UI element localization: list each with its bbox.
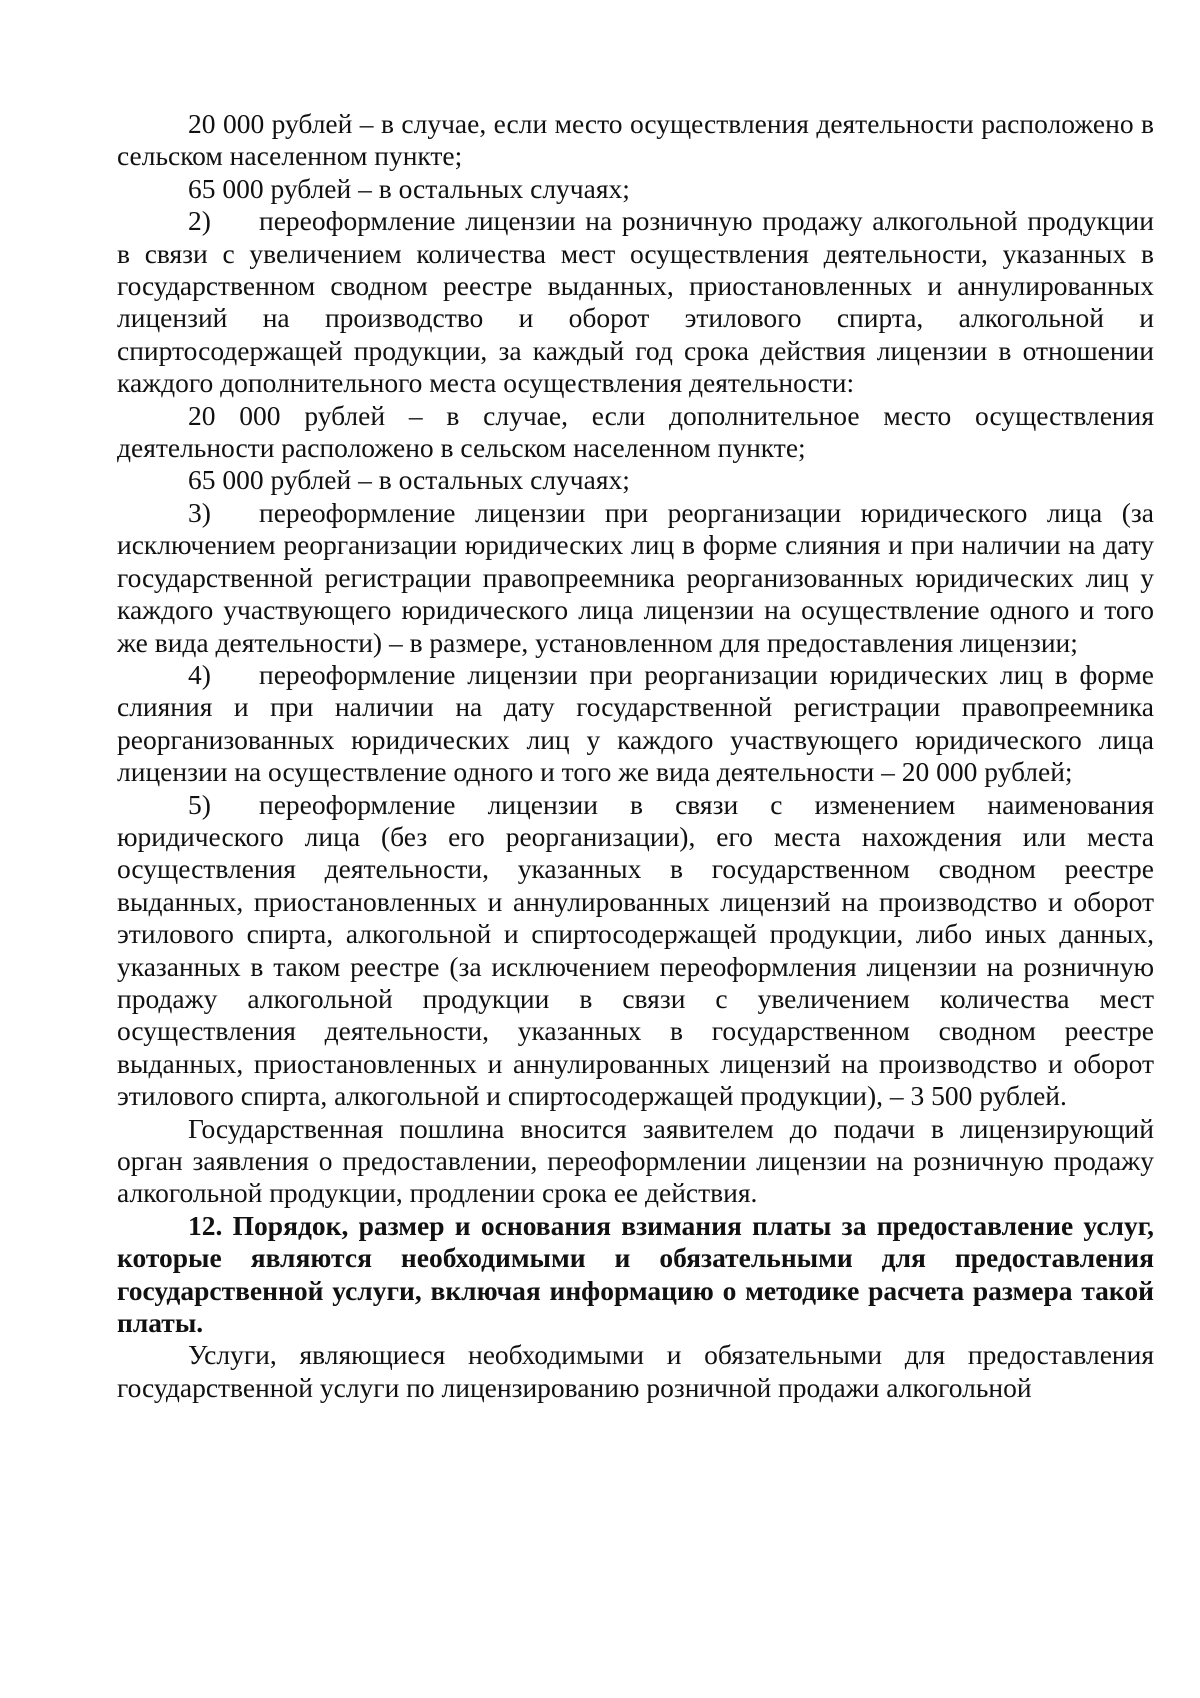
- paragraph-text: Услуги, являющиеся необходимыми и обязательными для предоставления государственной услуги по лицензированию розничной продажи алкогольной: [117, 1339, 1154, 1403]
- section-heading: 12. Порядок, размер и основания взимания платы за предоставление услуг, которые являются необходимыми и обязательными для предоставления государственной услуги, включая информацию о методике расчета размера такой платы.: [117, 1209, 1154, 1339]
- paragraph: [117, 1339, 1154, 1404]
- paragraph-text: 20 000 рублей – в случае, если дополнительное место осуществления деятельности расположено в сельском населенном пункте;: [117, 399, 1154, 464]
- list-item-number: 5): [188, 788, 211, 820]
- paragraph-text: переоформление лицензии на розничную продажу алкогольной продукции в связи с увеличением количества мест осуществления деятельности, указанных в государственном сводном реестре выданных, приостановленных и аннулированных лицензий на производство и оборот этилового спирта, алкогольной и спиртосодержащей продукции, за каждый год срока действия лицензии в отношении каждого дополнительного места осуществления деятельности:: [117, 205, 1154, 399]
- paragraph-text: 65 000 рублей – в остальных случаях;: [188, 464, 630, 496]
- paragraph-text: Государственная пошлина вносится заявителем до подачи в лицензирующий орган заявления о предоставлении, переоформлении лицензии на розничную продажу алкогольной продукции, продлении срока ее действия.: [117, 1112, 1154, 1209]
- list-item-number: 2): [188, 205, 211, 237]
- paragraph: [117, 400, 1154, 465]
- paragraph: [117, 464, 1154, 496]
- paragraph-text: 20 000 рублей – в случае, если место осуществления деятельности расположено в сельском населенном пункте;: [117, 108, 1154, 172]
- paragraph: [117, 108, 1154, 173]
- paragraph-text: 65 000 рублей – в остальных случаях;: [188, 172, 630, 204]
- document-page: [117, 108, 1154, 1404]
- list-item-number: 4): [188, 658, 211, 690]
- list-item: [117, 659, 1154, 789]
- paragraph-text: переоформление лицензии при реорганизации юридического лица (за исключением реорганизации юридических лиц в форме слияния и при наличии на дату государственной регистрации правопреемника реорганизованных юридических лиц у каждого участвующего юридического лица лицензии на осуществление одного и того же вида деятельности) – в размере, установленном для предоставления лицензии;: [117, 496, 1154, 658]
- list-item: [117, 497, 1154, 659]
- list-item-number: 3): [188, 496, 211, 528]
- list-item: [117, 789, 1154, 1113]
- paragraph: [117, 1113, 1154, 1210]
- list-item: [117, 205, 1154, 399]
- paragraph-text: переоформление лицензии в связи с изменением наименования юридического лица (без его реорганизации), его места нахождения или места осуществления деятельности, указанных в государственном сводном реестре выданных, приостановленных и аннулированных лицензий на производство и оборот этилового спирта, алкогольной и спиртосодержащей продукции, либо иных данных, указанных в таком реестре (за исключением переоформления лицензии на розничную продажу алкогольной продукции в связи с увеличением количества мест осуществления деятельности, указанных в государственном сводном реестре выданных, приостановленных и аннулированных лицензий на производство и оборот этилового спирта, алкогольной и спиртосодержащей продукции), – 3 500 рублей.: [117, 788, 1154, 1112]
- paragraph: [117, 173, 1154, 205]
- paragraph-text: переоформление лицензии при реорганизации юридических лиц в форме слияния и при наличии на дату государственной регистрации правопреемника реорганизованных юридических лиц у каждого участвующего юридического лица лицензии на осуществление одного и того же вида деятельности – 20 000 рублей;: [117, 658, 1154, 788]
